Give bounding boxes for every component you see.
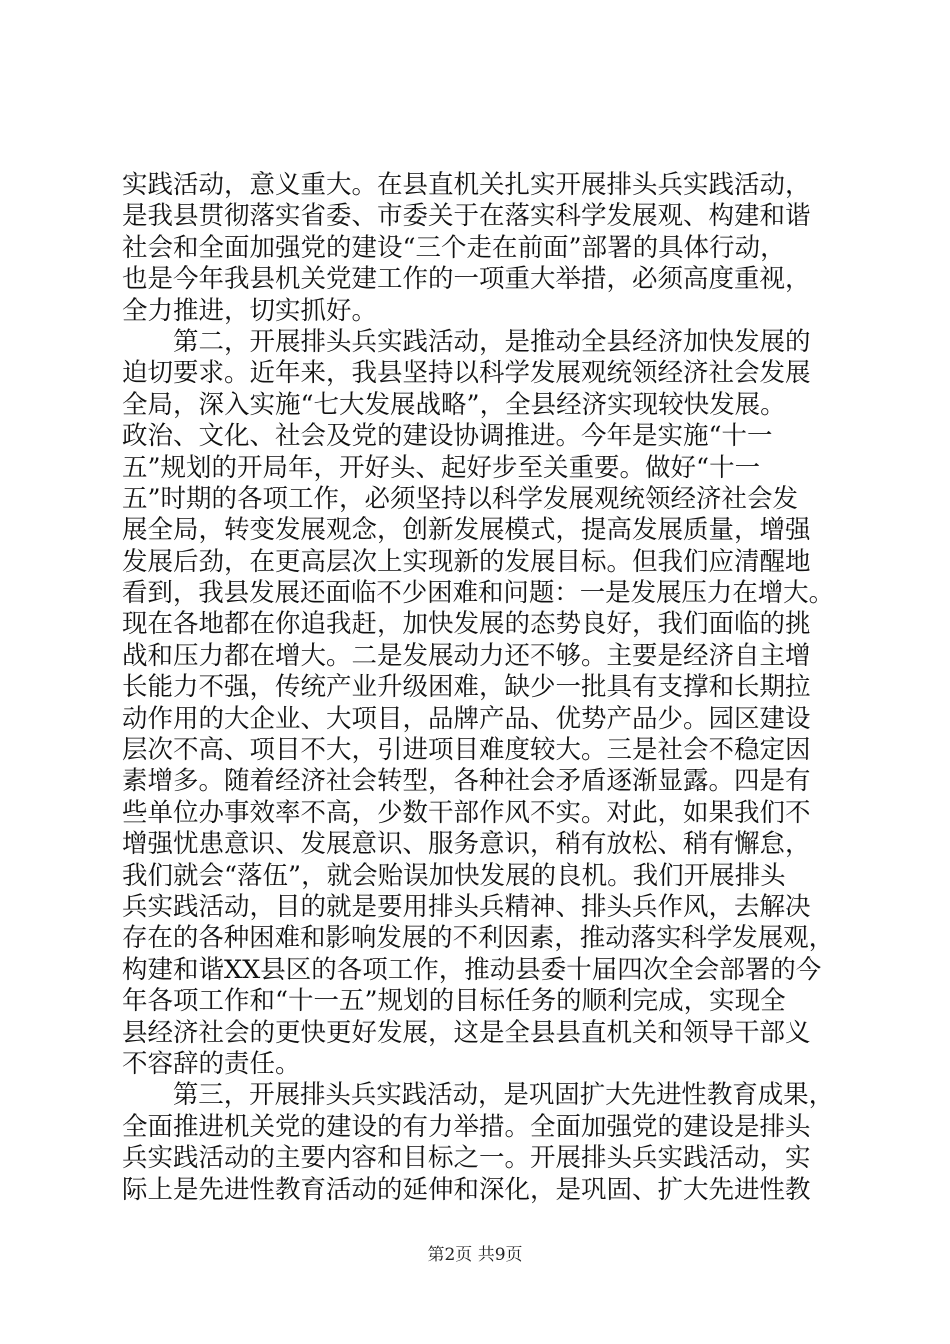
text-line: 年各项工作和“十一五”规划的目标任务的顺利完成，实现全	[122, 986, 786, 1017]
text-line: 兵实践活动的主要内容和目标之一。开展排头兵实践活动，实	[122, 1143, 811, 1174]
page-footer: 第2页 共9页	[427, 1245, 523, 1265]
body-text	[122, 170, 834, 1206]
text-line: 不容辞的责任。	[122, 1048, 301, 1079]
text-line: 五”时期的各项工作，必须坚持以科学发展观统领经济社会发	[122, 483, 799, 514]
text-line: 些单位办事效率不高，少数干部作风不实。对此，如果我们不	[122, 797, 811, 828]
text-line: 全局，深入实施“七大发展战略”，全县经济实现较快发展。	[122, 389, 786, 420]
text-line: 际上是先进性教育活动的延伸和深化，是巩固、扩大先进性教	[122, 1174, 811, 1205]
text-line: 存在的各种困难和影响发展的不利因素，推动落实科学发展观，	[122, 923, 835, 954]
text-line: 增强忧患意识、发展意识、服务意识，稍有放松、稍有懈怠，	[122, 829, 811, 860]
text-line: 社会和全面加强党的建设“三个走在前面”部署的具体行动，	[122, 232, 786, 263]
text-line: 全面推进机关党的建设的有力举措。全面加强党的建设是排头	[122, 1111, 811, 1142]
text-line: 兵实践活动，目的就是要用排头兵精神、排头兵作风，去解决	[122, 891, 811, 922]
text-line: 看到，我县发展还面临不少困难和问题：一是发展压力在增大。	[122, 578, 835, 609]
text-line: 也是今年我县机关党建工作的一项重大举措，必须高度重视，	[122, 264, 811, 295]
text-line: 第二，开展排头兵实践活动，是推动全县经济加快发展的	[122, 326, 811, 357]
text-line: 发展后劲，在更高层次上实现新的发展目标。但我们应清醒地	[122, 546, 811, 577]
text-line: 全力推进，切实抓好。	[122, 295, 378, 326]
text-line: 是我县贯彻落实省委、市委关于在落实科学发展观、构建和谐	[122, 201, 811, 232]
text-line: 构建和谐XX县区的各项工作，推动县委十届四次全会部署的今	[122, 954, 822, 985]
text-line: 五”规划的开局年，开好头、起好步至关重要。做好“十一	[122, 452, 761, 483]
text-line: 战和压力都在增大。二是发展动力还不够。主要是经济自主增	[122, 640, 811, 671]
text-line: 政治、文化、社会及党的建设协调推进。今年是实施“十一	[122, 421, 773, 452]
text-line: 现在各地都在你追我赶，加快发展的态势良好，我们面临的挑	[122, 609, 811, 640]
text-line: 县经济社会的更快更好发展，这是全县县直机关和领导干部义	[122, 1017, 811, 1048]
text-line: 实践活动，意义重大。在县直机关扎实开展排头兵实践活动，	[122, 170, 811, 200]
text-line: 第三，开展排头兵实践活动，是巩固扩大先进性教育成果，	[122, 1080, 835, 1111]
text-line: 迫切要求。近年来，我县坚持以科学发展观统领经济社会发展	[122, 358, 811, 389]
text-line: 素增多。随着经济社会转型，各种社会矛盾逐渐显露。四是有	[122, 766, 811, 797]
text-line: 长能力不强，传统产业升级困难，缺少一批具有支撑和长期拉	[122, 672, 811, 703]
text-line: 动作用的大企业、大项目，品牌产品、优势产品少。园区建设	[122, 703, 811, 734]
text-line: 展全局，转变发展观念，创新发展模式，提高发展质量，增强	[122, 515, 811, 546]
text-line: 层次不高、项目不大，引进项目难度较大。三是社会不稳定因	[122, 735, 811, 766]
text-line: 我们就会“落伍”，就会贻误加快发展的良机。我们开展排头	[122, 860, 786, 891]
